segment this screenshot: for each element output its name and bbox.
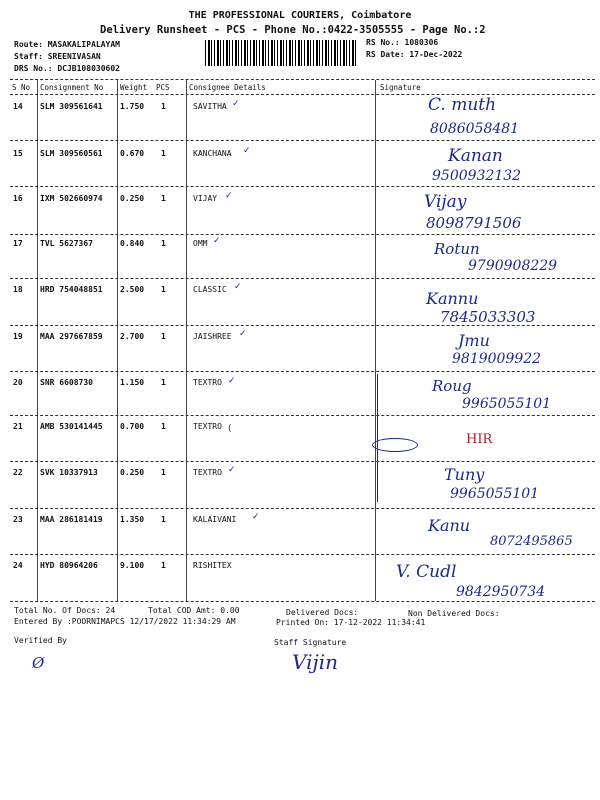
signature-name: HIR bbox=[466, 432, 493, 447]
row-divider bbox=[10, 554, 595, 555]
row-weight: 1.750 bbox=[120, 102, 145, 111]
row-sno: 21 bbox=[13, 422, 23, 431]
check-mark: ✓ bbox=[228, 376, 236, 386]
row-consignee: VIJAY bbox=[193, 194, 218, 203]
row-consignee: TEXTRO bbox=[193, 422, 222, 431]
row-pcs: 1 bbox=[161, 561, 166, 570]
row-divider bbox=[10, 278, 595, 279]
col-divider bbox=[37, 80, 38, 601]
check-mark: ✓ bbox=[225, 191, 233, 201]
row-pcs: 1 bbox=[161, 102, 166, 111]
signature-name: Roug bbox=[432, 377, 472, 395]
row-sno: 20 bbox=[13, 378, 23, 387]
signature-name: Jmu bbox=[458, 331, 490, 350]
row-sno: 18 bbox=[13, 285, 23, 294]
check-mark: ✓ bbox=[252, 512, 260, 522]
col-header-consignment: Consignment No bbox=[40, 83, 104, 92]
printed-on: Printed On: 17-12-2022 11:34:41 bbox=[276, 618, 426, 627]
signature-name: Kannu bbox=[426, 289, 479, 308]
row-consignment: MAA 297667859 bbox=[40, 332, 103, 341]
row-pcs: 1 bbox=[161, 239, 166, 248]
check-mark: ✓ bbox=[234, 282, 242, 292]
row-consignee: RISHITEX bbox=[193, 561, 232, 570]
signature-phone: 8098791506 bbox=[426, 214, 522, 232]
row-consignee: OMM bbox=[193, 239, 208, 248]
runsheet-subtitle: Delivery Runsheet - PCS - Phone No.:0422-3505555 - Page No.:2 bbox=[100, 24, 486, 36]
barcode bbox=[205, 40, 357, 66]
signature-name: Vijay bbox=[424, 192, 467, 212]
row-weight: 0.700 bbox=[120, 422, 145, 431]
delivered-docs: Delivered Docs: bbox=[286, 608, 359, 617]
total-docs: Total No. Of Docs: 24 bbox=[14, 606, 116, 615]
row-consignee: JAISHREE bbox=[193, 332, 232, 341]
row-divider bbox=[10, 234, 595, 235]
row-pcs: 1 bbox=[161, 378, 166, 387]
row-consignment: SLM 309560561 bbox=[40, 149, 103, 158]
row-divider bbox=[10, 186, 595, 187]
row-weight: 1.350 bbox=[120, 515, 145, 524]
signature-phone: 8072495865 bbox=[490, 534, 573, 549]
row-weight: 0.840 bbox=[120, 239, 145, 248]
signature-phone: 9819009922 bbox=[452, 351, 542, 367]
row-consignee: KANCHANA bbox=[193, 149, 232, 158]
row-pcs: 1 bbox=[161, 468, 166, 477]
row-weight: 2.500 bbox=[120, 285, 145, 294]
col-divider bbox=[375, 80, 376, 601]
check-mark: ✓ bbox=[228, 465, 236, 475]
row-weight: 0.250 bbox=[120, 468, 145, 477]
row-pcs: 1 bbox=[161, 515, 166, 524]
signature-name: Tuny bbox=[444, 465, 485, 484]
row-consignment: TVL 5627367 bbox=[40, 239, 93, 248]
row-weight: 9.100 bbox=[120, 561, 145, 570]
row-pcs: 1 bbox=[161, 285, 166, 294]
row-consignment: HRD 754048851 bbox=[40, 285, 103, 294]
row-sno: 19 bbox=[13, 332, 23, 341]
signature-name: V. Cudl bbox=[396, 562, 457, 582]
check-mark: ✓ bbox=[239, 329, 247, 339]
row-consignment: IXM 502660974 bbox=[40, 194, 103, 203]
row-consignee: CLASSIC bbox=[193, 285, 227, 294]
verified-signature: Ø bbox=[32, 654, 45, 672]
drs-number: DRS No.: DCJB108030602 bbox=[14, 64, 120, 73]
row-consignment: SVK 10337913 bbox=[40, 468, 98, 477]
check-mark: ( bbox=[228, 424, 232, 434]
row-divider bbox=[10, 461, 595, 462]
row-divider bbox=[10, 140, 595, 141]
row-pcs: 1 bbox=[161, 149, 166, 158]
col-divider bbox=[186, 80, 187, 601]
entered-by: Entered By :POORNIMAPCS 12/17/2022 11:34:29 AM bbox=[14, 617, 236, 626]
row-consignment: SNR 6608730 bbox=[40, 378, 93, 387]
signature-name: C. muth bbox=[428, 95, 497, 115]
row-divider bbox=[10, 325, 595, 326]
check-mark: ✓ bbox=[243, 146, 251, 156]
col-divider bbox=[117, 80, 118, 601]
staff-signature-label: Staff Signature bbox=[274, 638, 347, 647]
table-bottom-rule bbox=[10, 601, 595, 602]
verified-by-label: Verified By bbox=[14, 636, 67, 645]
row-sno: 14 bbox=[13, 102, 23, 111]
signature-phone: 9965055101 bbox=[450, 486, 540, 502]
row-pcs: 1 bbox=[161, 332, 166, 341]
row-consignee: SAVITHA bbox=[193, 102, 227, 111]
check-mark: ✓ bbox=[232, 99, 240, 109]
col-header-weight: Weight bbox=[120, 83, 148, 92]
col-header-pcs: PCS bbox=[156, 83, 170, 92]
row-sno: 17 bbox=[13, 239, 23, 248]
col-header-consignee: Consignee Details bbox=[189, 83, 266, 92]
row-consignee: KALAIVANI bbox=[193, 515, 237, 524]
row-consignment: SLM 309561641 bbox=[40, 102, 103, 111]
row-consignee: TEXTRO bbox=[193, 468, 222, 477]
route-label: Route: MASAKALIPALAYAM bbox=[14, 40, 120, 49]
company-title: THE PROFESSIONAL COURIERS, Coimbatore bbox=[188, 10, 412, 21]
row-divider bbox=[10, 415, 595, 416]
col-header-signature: Signature bbox=[380, 83, 421, 92]
row-sno: 23 bbox=[13, 515, 23, 524]
col-header-sno: S No bbox=[12, 83, 31, 92]
row-sno: 24 bbox=[13, 561, 23, 570]
row-divider bbox=[10, 371, 595, 372]
signature-name: Kanan bbox=[448, 146, 503, 166]
row-pcs: 1 bbox=[161, 194, 166, 203]
signature-phone: 9842950734 bbox=[456, 584, 546, 600]
signature-phone: 9790908229 bbox=[468, 258, 558, 274]
row-weight: 0.250 bbox=[120, 194, 145, 203]
rs-number: RS No.: 1080306 bbox=[366, 38, 439, 47]
row-consignment: MAA 286181419 bbox=[40, 515, 103, 524]
row-pcs: 1 bbox=[161, 422, 166, 431]
table-header-rule bbox=[10, 94, 595, 95]
row-consignment: HYD 80964206 bbox=[40, 561, 98, 570]
row-weight: 1.150 bbox=[120, 378, 145, 387]
non-delivered-docs: Non Delivered Docs: bbox=[408, 609, 500, 618]
signature-name: Rotun bbox=[434, 240, 480, 258]
row-weight: 0.670 bbox=[120, 149, 145, 158]
scribble-mark bbox=[372, 438, 418, 452]
table-top-rule bbox=[10, 79, 595, 80]
signature-phone: 7845033303 bbox=[440, 308, 536, 326]
row-divider bbox=[10, 508, 595, 509]
signature-name: Kanu bbox=[428, 516, 471, 535]
row-sno: 15 bbox=[13, 149, 23, 158]
row-sno: 22 bbox=[13, 468, 23, 477]
check-mark: ✓ bbox=[213, 236, 221, 246]
rs-date: RS Date: 17-Dec-2022 bbox=[366, 50, 463, 59]
staff-label: Staff: SREENIVASAN bbox=[14, 52, 101, 61]
row-sno: 16 bbox=[13, 194, 23, 203]
row-weight: 2.700 bbox=[120, 332, 145, 341]
signature-phone: 8086058481 bbox=[430, 121, 520, 137]
staff-signature: Vijin bbox=[292, 650, 338, 674]
signature-phone: 9965055101 bbox=[462, 396, 552, 412]
total-cod: Total COD Amt: 0.00 bbox=[148, 606, 240, 615]
signature-phone: 9500932132 bbox=[432, 168, 522, 184]
row-consignment: AMB 530141445 bbox=[40, 422, 103, 431]
handwritten-bracket bbox=[377, 374, 378, 502]
row-consignee: TEXTRO bbox=[193, 378, 222, 387]
